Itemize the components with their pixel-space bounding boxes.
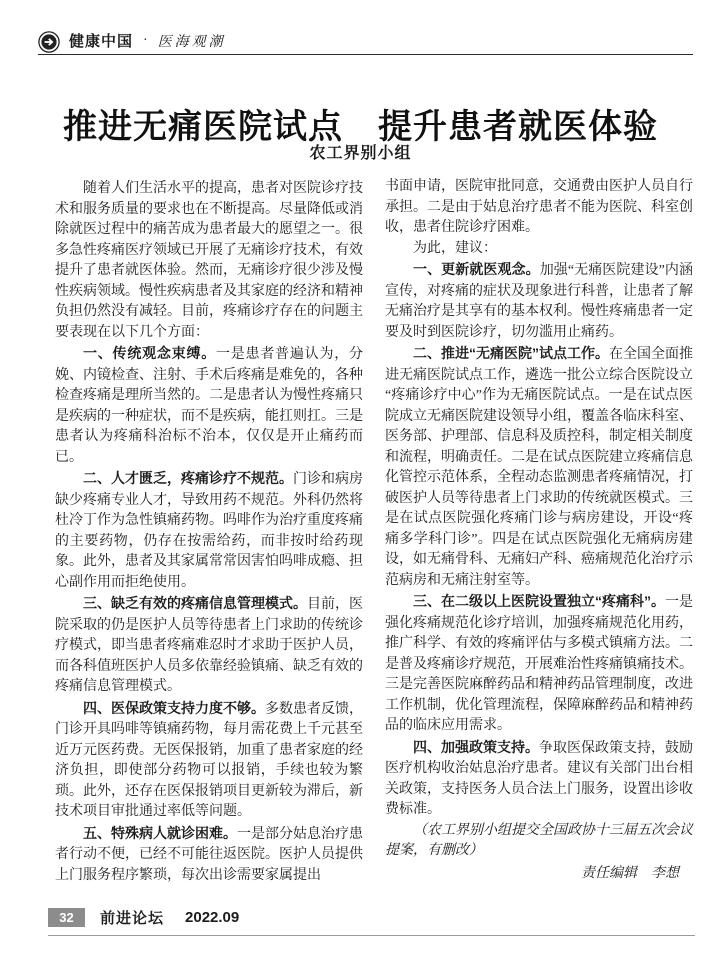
paragraph-lead: 三、缺乏有效的疼痛信息管理模式。	[83, 595, 307, 611]
paragraph-text: 争取医保政策支持，鼓励医疗机构收治姑息治疗患者。建议有关部门出台相关政策，支持医务人员合法上门服务，设置出诊收费标准。	[385, 740, 693, 817]
paragraph	[55, 593, 363, 698]
paragraph-lead: 二、推进“无痛医院”试点工作。	[413, 345, 609, 361]
paragraph-text: 随着人们生活水平的提高，患者对医院诊疗技术和服务质量的要求也在不断提高。尽量降低或消除就医过程中的痛苦成为患者最大的愿望之一。很多急性疼痛医疗领域已开展了无痛诊疗技术，有效提升了患者就医体验。然而，无痛诊疗很少涉及慢性疾病领域。慢性疾病患者及其家庭的经济和精神负担仍然没有减轻。目前，疼痛诊疗存在的问题主要表现在以下几个方面：	[55, 181, 363, 340]
paragraph-lead: 四、医保政策支持力度不够。	[83, 699, 265, 716]
paragraph-lead: 四、加强政策支持。	[413, 738, 539, 755]
paragraph-text: 书面申请，医院审批同意，交通费由医护人员自行承担。二是由于姑息治疗患者不能为医院、科室创收，患者住院诊疗困难。	[385, 179, 693, 235]
paragraph	[385, 591, 693, 737]
header-separator: ·	[143, 32, 148, 48]
paragraph	[385, 177, 693, 239]
paragraph	[55, 343, 363, 468]
paragraph-text: 目前，医院采取的仍是医护人员等待患者上门求助的传统诊疗模式，即当患者疼痛难忍时才求助于医护人员，而各科值班医护人员多依靠经验镇痛、缺乏有效的疼痛信息管理模式。	[55, 597, 363, 694]
paragraph-text: 为此，建议：	[413, 240, 497, 256]
paragraph-text: 一是强化疼痛规范化诊疗培训，加强疼痛规范化用药，推广科学、有效的疼痛评估与多模式镇痛方法。二是普及疼痛诊疗规范，开展难治性疼痛镇痛技术。三是完善医院麻醉药品和精神药品管理制度，改进工作机制，优化管理流程，保障麻醉药品和精神药品的临床应用需求。	[385, 595, 693, 733]
editor-name: 李想	[651, 865, 679, 881]
article-body	[55, 177, 693, 886]
page-number-badge: 32	[48, 908, 85, 927]
brand-name: 健康中国	[69, 33, 134, 50]
paragraph-lead: 一、传统观念束缚。	[83, 345, 216, 361]
article-title: 推进无痛医院试点 提升患者就医体验	[63, 107, 658, 146]
paragraph-text: 加强“无痛医院建设”内涵宣传，对疼痛的症状及现象进行科普，让患者了解无痛治疗是其享有的基本权利。慢性疼痛患者一定要及时到医院诊疗，切勿滥用止痛药。	[385, 263, 693, 340]
left-column	[55, 177, 363, 886]
article-byline: 农工界别小组	[309, 145, 412, 162]
paragraph-text: 多数患者反馈，门诊开具吗啡等镇痛药物，每月需花费上千元甚至近万元医药费。无医保报销，加重了患者家庭的经济负担，即使部分药物可以报销，手续也较为繁琐。此外，还存在医保报销项目更新较为滞后，新技术项目审批通过率低等问题。	[55, 701, 363, 819]
issue-date: 2022.09	[185, 909, 240, 926]
paragraph-text: 一是部分姑息治疗患者行动不便，已经不可能往返医院。医护人员提供上门服务程序繁琐，每次出诊需要家属提出	[55, 826, 363, 883]
source-note: （农工界别小组提交全国政协十三届五次会议提案，有删改）	[385, 822, 693, 858]
paragraph-lead: 一、更新就医观念。	[413, 261, 540, 277]
paragraph	[55, 698, 363, 823]
paragraph-lead: 五、特殊病人就诊困难。	[83, 824, 237, 841]
paragraph-text: 一是患者普遍认为，分娩、内镜检查、注射、手术后疼痛是难免的，各种检查疼痛是理所当然的。二是患者认为慢性疼痛只是疾病的一种症状，而不是疾病，能扛则扛。三是患者认为疼痛科治标不治本，仅仅是开止痛药而已。	[55, 347, 363, 465]
paragraph-text: 门诊和病房缺少疼痛专业人才，导致用药不规范。外科仍然将杜冷丁作为急性镇痛药物。吗啡作为治疗重度疼痛的主要药物，仍存在按需给药，而非按时给药现象。此外，患者及其家属常常因害怕吗啡成瘾、担心副作用而拒绝使用。	[55, 472, 363, 590]
paragraph-lead: 三、在二级以上医院设置独立“疼痛科”。	[413, 593, 665, 609]
editor-line	[385, 864, 693, 885]
paragraph	[385, 343, 693, 591]
paragraph	[55, 468, 363, 593]
section-name: 医海观潮	[157, 34, 226, 50]
arrow-right-circle-icon	[38, 31, 60, 53]
paragraph	[385, 259, 693, 343]
paragraph	[385, 239, 693, 260]
paragraph-lead: 二、人才匮乏，疼痛诊疗不规范。	[83, 470, 293, 486]
paragraph	[55, 177, 363, 343]
paragraph	[55, 823, 363, 887]
editor-label: 责任编辑	[581, 865, 637, 881]
paragraph-text: 在全国全面推进无痛医院试点工作，遴选一批公立综合医院设立“疼痛诊疗中心”作为无痛医院试点。一是在试点医院成立无痛医院建设领导小组，覆盖各临床科室、医务部、护理部、信息科及质控科，制定相关制度和流程，明确责任。二是在试点医院建立疼痛信息化管控示范体系，全程动态监测患者疼痛情况，打破医护人员等待患者上门求助的传统就医模式。三是在试点医院强化疼痛门诊与病房建设，开设“疼痛多学科门诊”。四是在试点医院强化无痛病房建设，如无痛骨科、无痛妇产科、癌痛规范化治疗示范病房和无痛注射室等。	[385, 347, 693, 588]
journal-name: 前进论坛	[100, 910, 165, 927]
paragraph	[385, 737, 693, 821]
page-header	[38, 27, 693, 55]
page-footer	[48, 907, 695, 936]
right-column	[385, 177, 693, 886]
